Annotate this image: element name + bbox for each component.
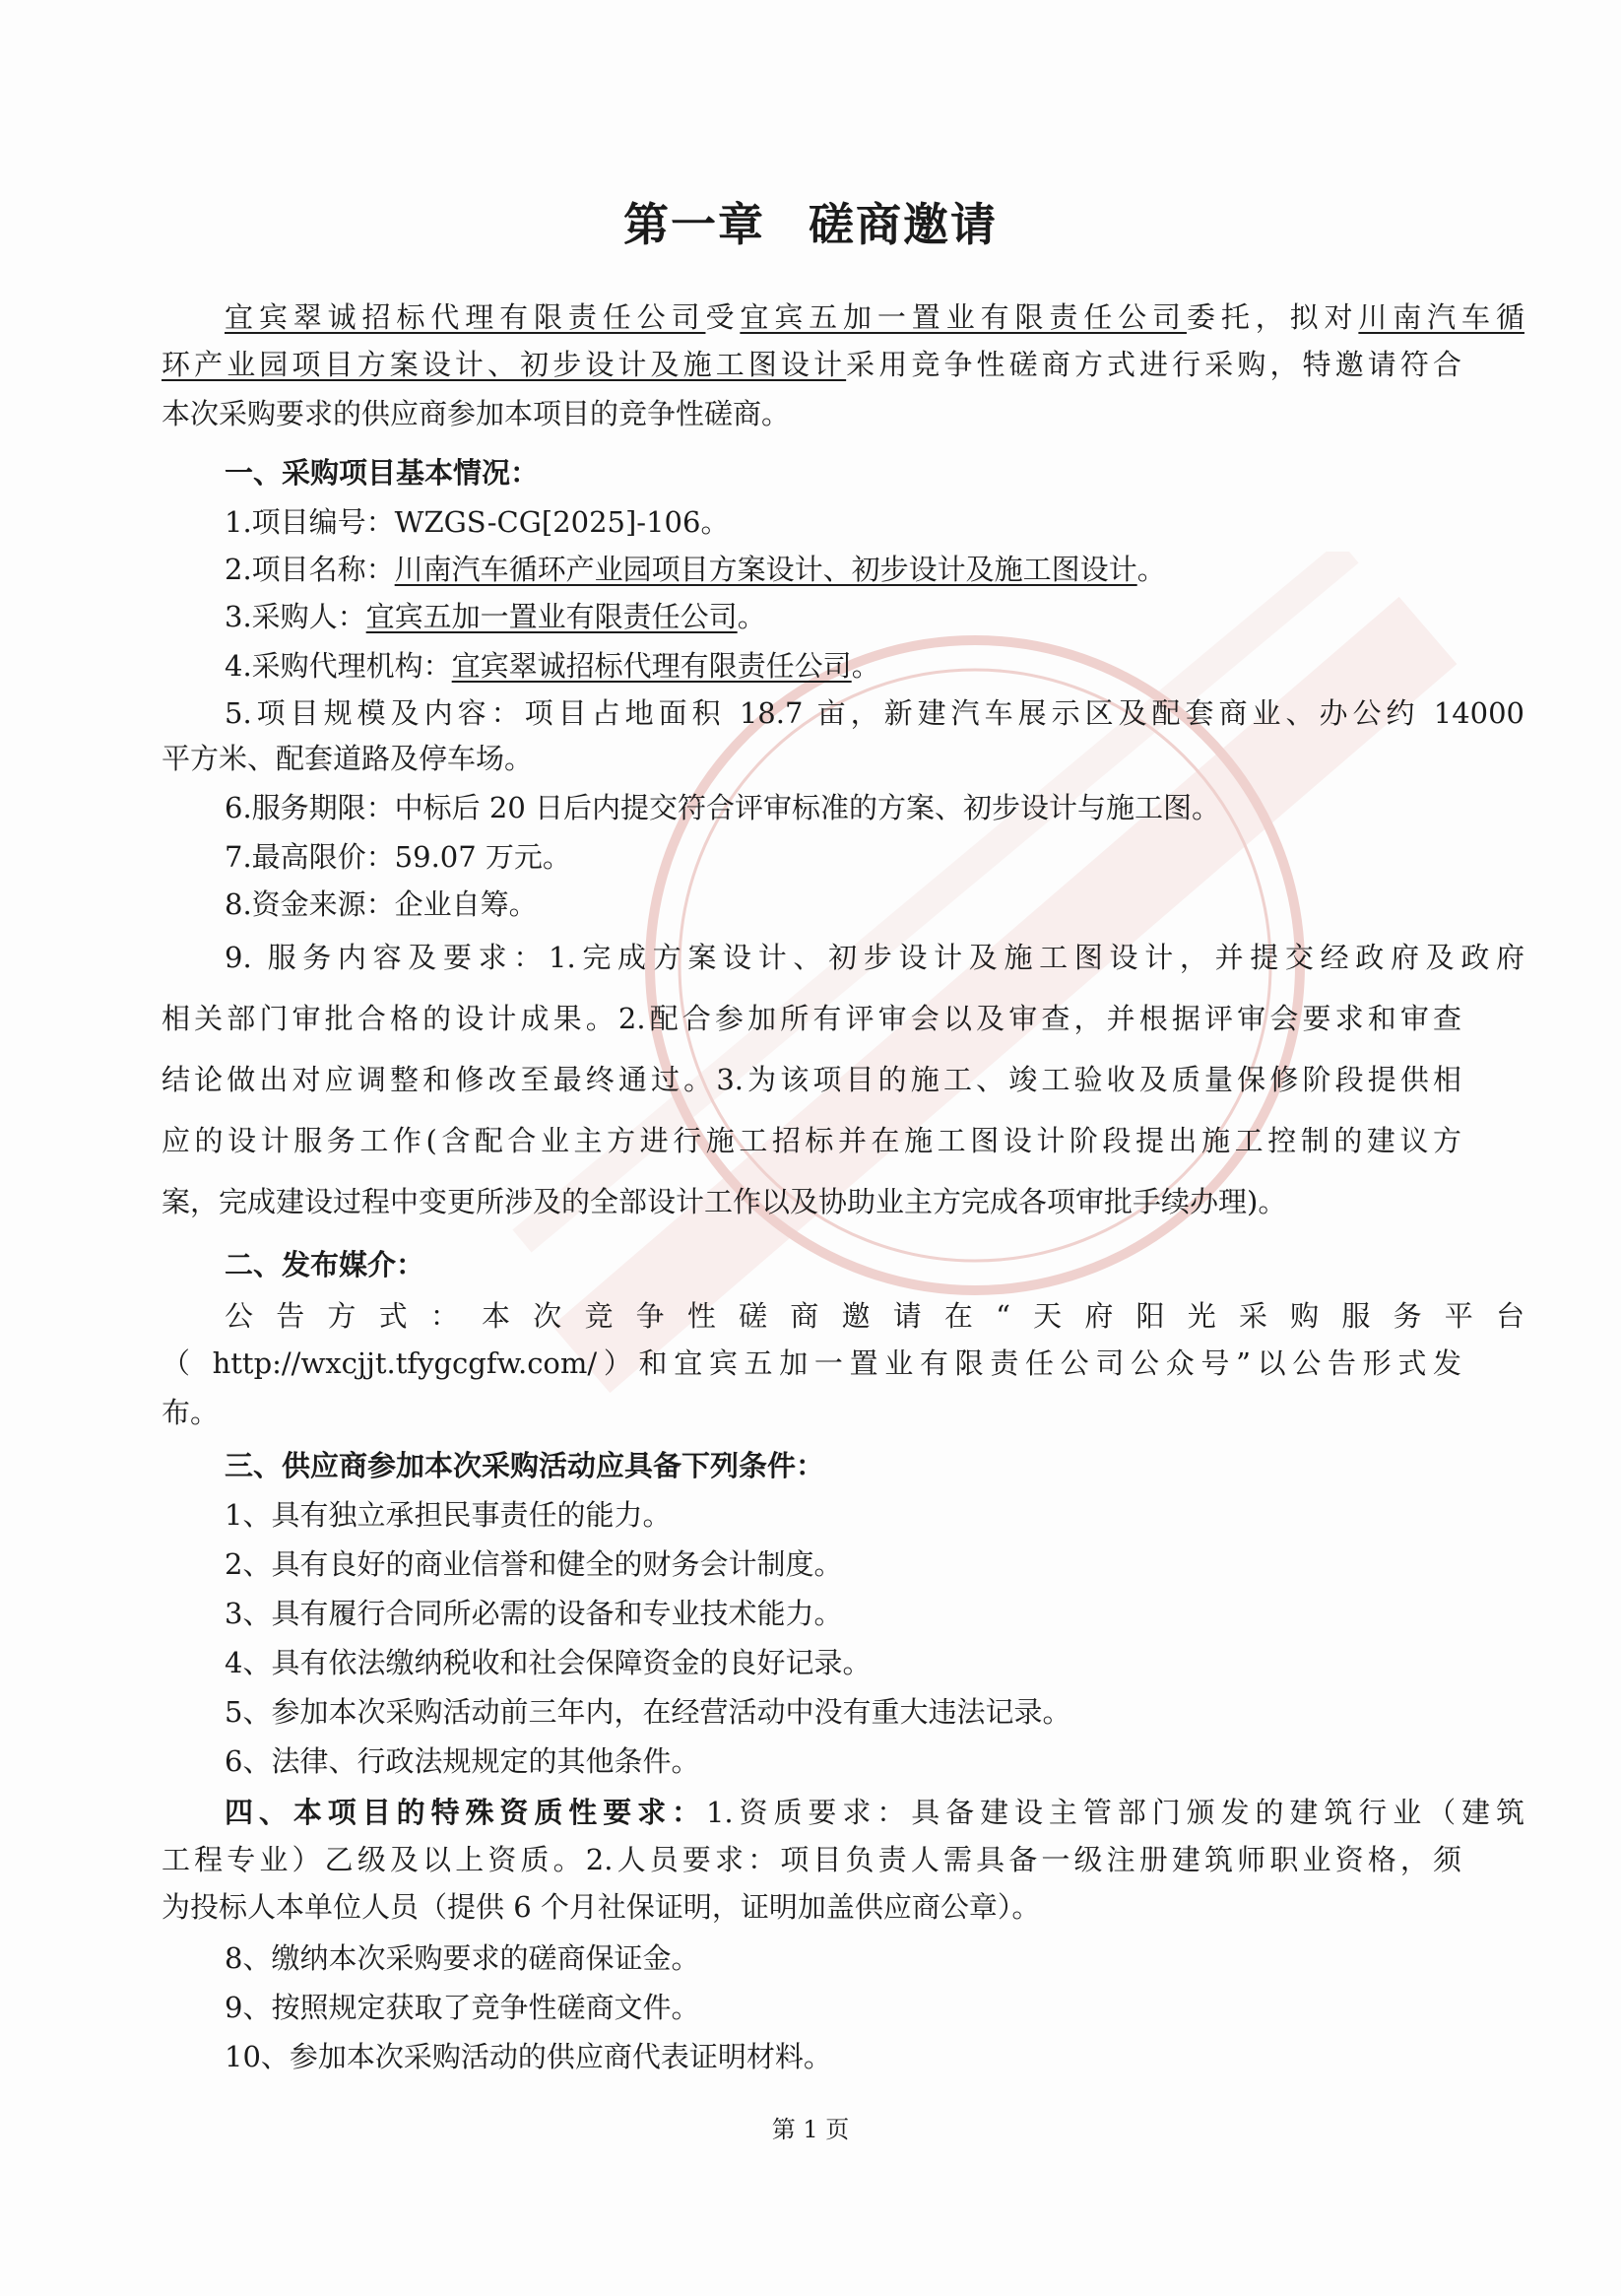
agent-name: 宜宾翠诚招标代理有限责任公司 xyxy=(225,300,706,334)
intro-line-3: 本次采购要求的供应商参加本项目的竞争性磋商。 xyxy=(162,397,791,430)
item-service-content-line-2: 相关部门审批合格的设计成果。2.配合参加所有评审会以及审查，并根据评审会要求和审查 xyxy=(162,1002,1461,1035)
condition-item: 3、具有履行合同所必需的设备和专业技术能力。 xyxy=(225,1597,843,1630)
item-purchaser: 3.采购人：宜宾五加一置业有限责任公司。 xyxy=(225,600,766,633)
item-scale-line-2: 平方米、配套道路及停车场。 xyxy=(162,742,534,775)
purchaser-name: 宜宾五加一置业有限责任公司 xyxy=(740,300,1187,334)
intro-line-2: 环产业园项目方案设计、初步设计及施工图设计采用竞争性磋商方式进行采购，特邀请符合 xyxy=(162,348,1461,381)
section4-line-1: 四、本项目的特殊资质性要求：1.资质要求：具备建设主管部门颁发的建筑行业（建筑 xyxy=(225,1796,1524,1829)
condition-item: 6、法律、行政法规规定的其他条件。 xyxy=(225,1744,700,1778)
extra-item: 9、按照规定获取了竞争性磋商文件。 xyxy=(225,1991,700,2024)
condition-item: 2、具有良好的商业信誉和健全的财务会计制度。 xyxy=(225,1547,843,1581)
item-project-number: 1.项目编号：WZGS-CG[2025]-106。 xyxy=(225,505,730,539)
section3-heading: 三、供应商参加本次采购活动应具备下列条件： xyxy=(225,1449,825,1482)
extra-item: 8、缴纳本次采购要求的磋商保证金。 xyxy=(225,1941,700,1975)
extra-item: 10、参加本次采购活动的供应商代表证明材料。 xyxy=(225,2040,832,2073)
item-service-content-line-3: 结论做出对应调整和修改至最终通过。3.为该项目的施工、竣工验收及质量保修阶段提供相 xyxy=(162,1063,1461,1096)
section4-heading: 四、本项目的特殊资质性要求： xyxy=(225,1796,706,1829)
item-max-price: 7.最高限价：59.07 万元。 xyxy=(225,840,571,874)
item-service-content-line-5: 案，完成建设过程中变更所涉及的全部设计工作以及协助业主方完成各项审批手续办理)。 xyxy=(162,1185,1287,1218)
section2-heading: 二、发布媒介： xyxy=(225,1248,425,1281)
media-line-2: （ http://wxcjjt.tfygcgfw.com/）和宜宾五加一置业有限责任公司公众号”以公告形式发 xyxy=(162,1346,1461,1380)
project-name-part-a: 川南汽车循 xyxy=(1358,300,1524,334)
section1-heading: 一、采购项目基本情况： xyxy=(225,456,540,490)
item-agency: 4.采购代理机构：宜宾翠诚招标代理有限责任公司。 xyxy=(225,649,880,683)
media-line-3: 布。 xyxy=(162,1396,220,1429)
section4-line-3: 为投标人本单位人员（提供 6 个月社保证明，证明加盖供应商公章）。 xyxy=(162,1890,1041,1924)
item-service-period: 6.服务期限：中标后 20 日后内提交符合评审标准的方案、初步设计与施工图。 xyxy=(225,791,1221,824)
media-line-1: 公告方式：本次竞争性磋商邀请在“天府阳光采购服务平台 xyxy=(225,1299,1524,1333)
condition-item: 4、具有依法缴纳税收和社会保障资金的良好记录。 xyxy=(225,1646,872,1679)
page-number: 第 1 页 xyxy=(771,2116,850,2143)
item-fund-source: 8.资金来源：企业自筹。 xyxy=(225,887,538,921)
condition-item: 1、具有独立承担民事责任的能力。 xyxy=(225,1498,672,1532)
condition-item: 5、参加本次采购活动前三年内，在经营活动中没有重大违法记录。 xyxy=(225,1695,1071,1729)
item-service-content-line-4: 应的设计服务工作(含配合业主方进行施工招标并在施工图设计阶段提出施工控制的建议方 xyxy=(162,1124,1461,1157)
intro-line-1: 宜宾翠诚招标代理有限责任公司受宜宾五加一置业有限责任公司委托，拟对川南汽车循 xyxy=(225,300,1524,334)
project-name-part-b: 环产业园项目方案设计、初步设计及施工图设计 xyxy=(162,348,847,381)
item-scale-line-1: 5.项目规模及内容：项目占地面积 18.7 亩，新建汽车展示区及配套商业、办公约 14000 xyxy=(225,696,1524,730)
section4-line-2: 工程专业）乙级及以上资质。2.人员要求：项目负责人需具备一级注册建筑师职业资格，须 xyxy=(162,1843,1461,1876)
item-service-content-line-1: 9. 服务内容及要求：1.完成方案设计、初步设计及施工图设计，并提交经政府及政府 xyxy=(225,941,1524,974)
item-project-name: 2.项目名称：川南汽车循环产业园项目方案设计、初步设计及施工图设计。 xyxy=(225,553,1166,586)
page-title: 第一章 磋商邀请 xyxy=(623,198,998,251)
